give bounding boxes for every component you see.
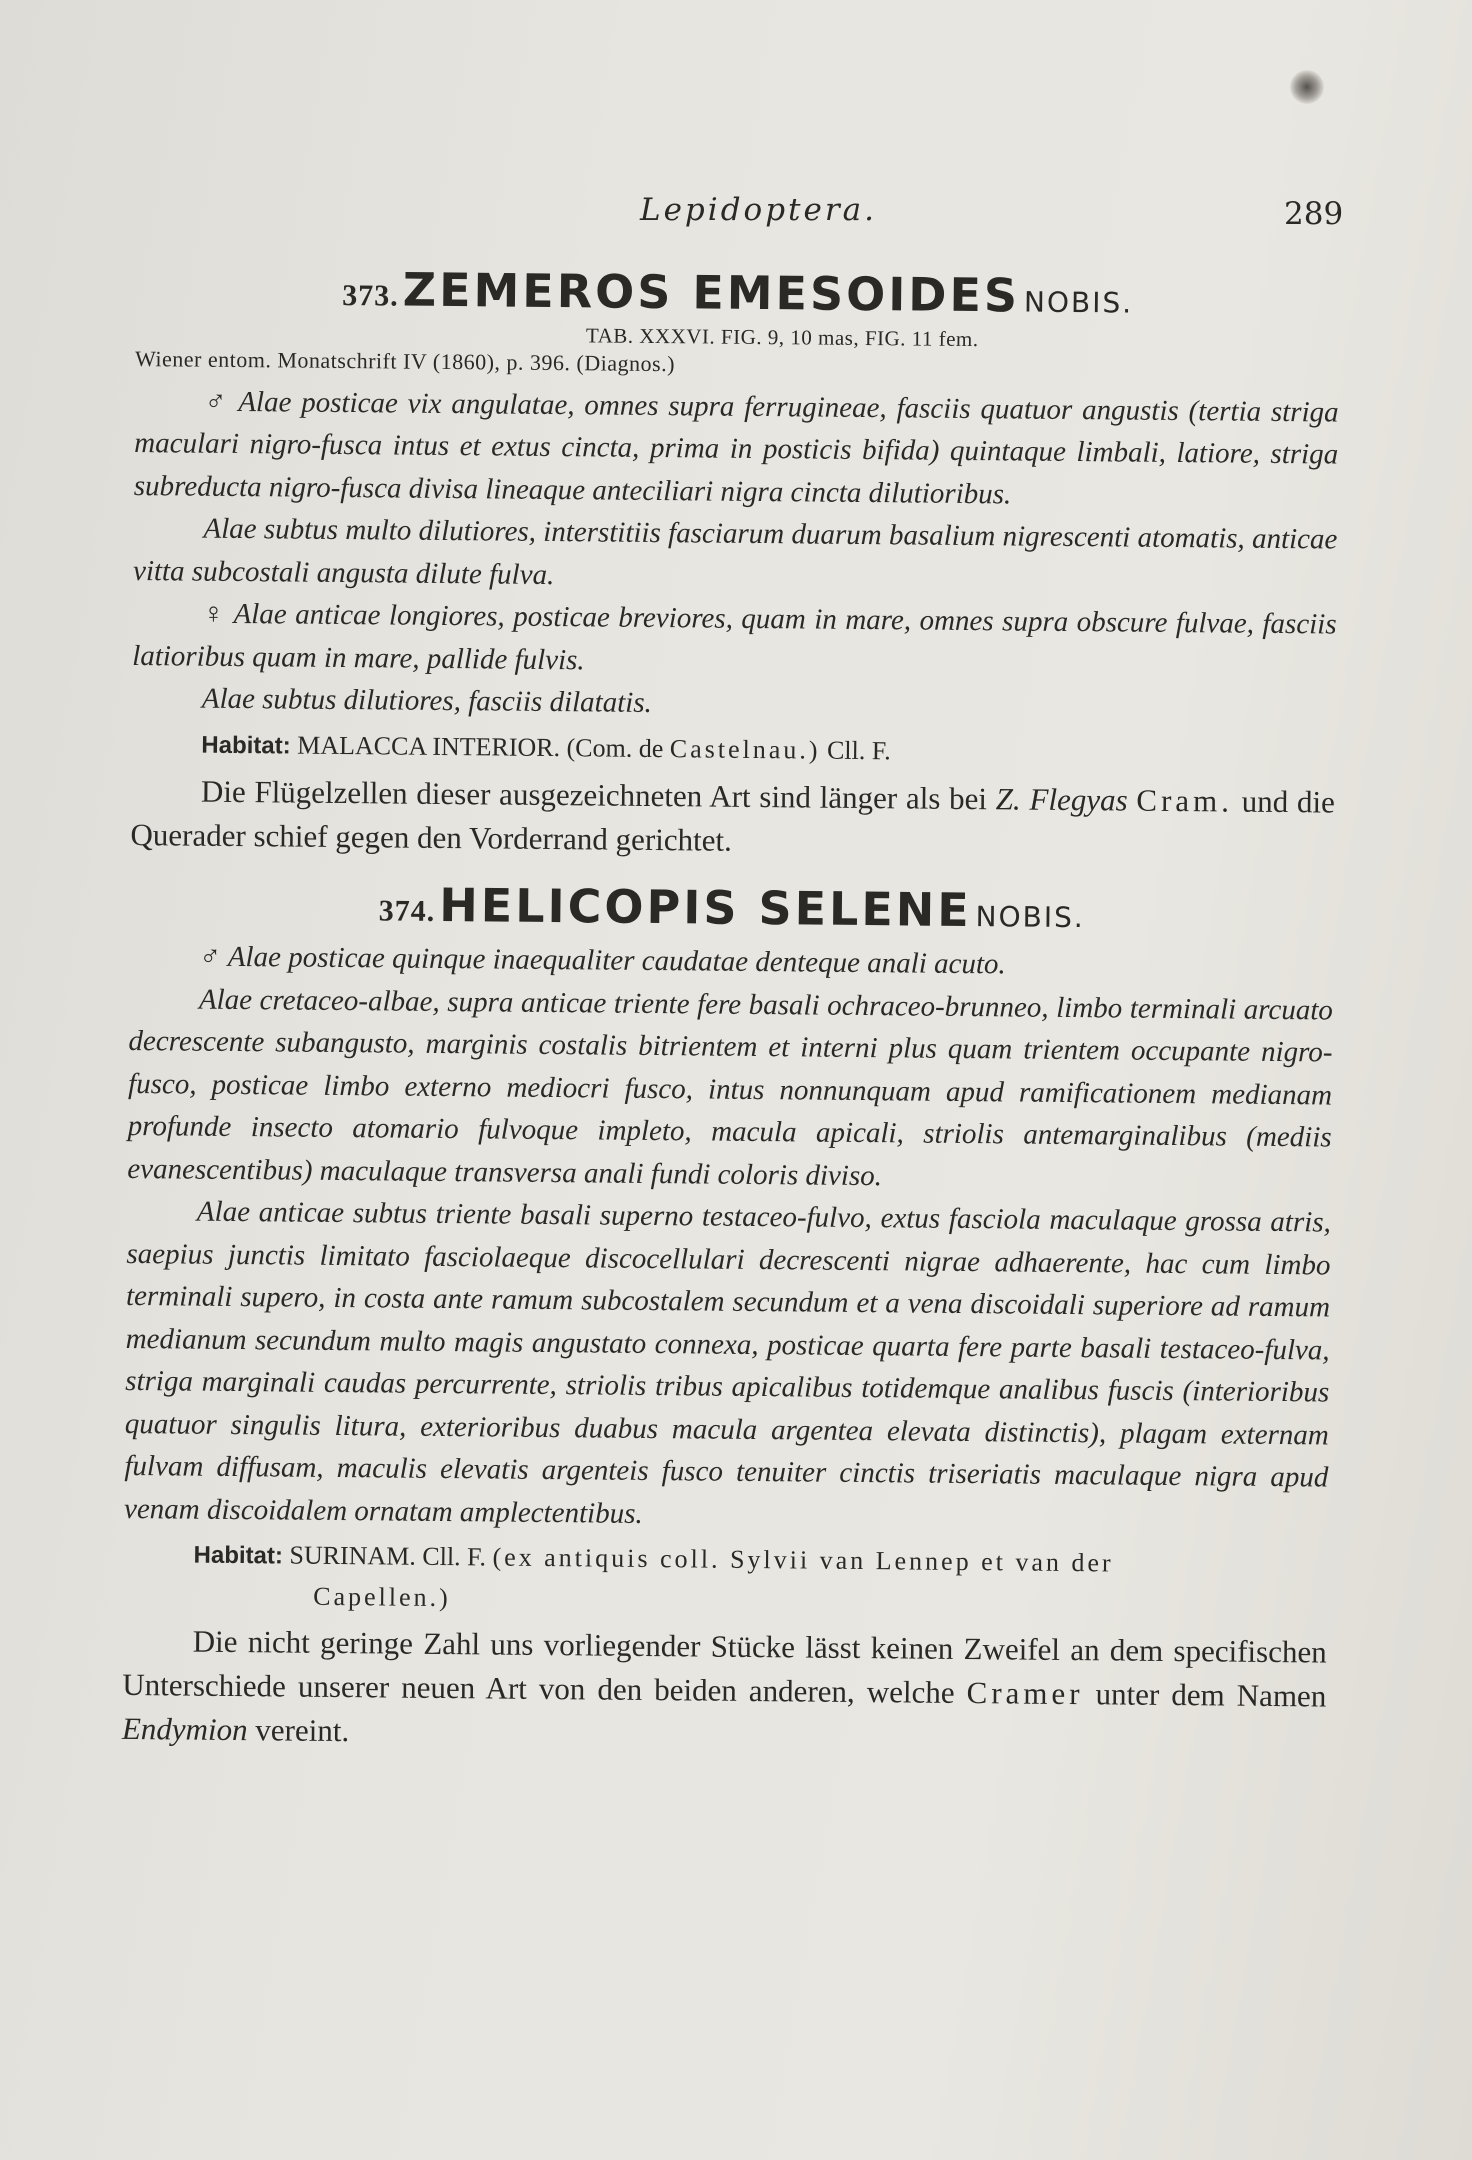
male-description: ♂ Alae posticae vix angulatae, omnes supra ferrugineae, fasciis quatuor angustis (tertia striga maculari nigro-fusca intus et extus cincta, prima in posticis bifida) quintaque limbali, latiore, striga subreducta nigro-fusca divisa lineaque anteciliari nigra cincta dilutioribus. — [133, 385, 1339, 511]
compared-author: Cram. — [1136, 782, 1234, 819]
species-name: ZEMEROS EMESOIDES — [402, 262, 1021, 323]
page-content — [122, 262, 1340, 1763]
male-description: ♂ Alae posticae quinque inaequaliter caudatae denteque anali acuto. — [199, 940, 1006, 981]
taxon-name: Endymion — [121, 1711, 248, 1748]
habitat-collection: Cll. F. — [422, 1541, 487, 1572]
author-name: Cramer — [966, 1675, 1084, 1712]
habitat-source: (ex antiquis coll. Sylvii van Lennep et van der — [492, 1542, 1114, 1578]
female-description: ♀ Alae anticae longiores, posticae breviores, quam in mare, omnes supra obscure fulvae, fasciis latioribus quam in mare, pallide fulvis. — [132, 597, 1337, 676]
species-number: 373. — [342, 278, 399, 313]
ink-spot — [1290, 70, 1324, 104]
habitat-place: MALACCA INTERIOR. — [297, 730, 561, 762]
upperside-description: Alae cretaceo-albae, supra anticae triente fere basali ochraceo-brunneo, limbo terminali arcuato decrescente subangusto, marginis costalis bitrientem et interni plus quam trientem occupante nigro-fusco, posticae limbo externo mediocri fusco, intus nonnunquam apud ramificationem medianam profunde insecto atomario fulvoque impleto, macula apicali, striolis antemarginalibus (mediis evanescentibus) maculaque transversa anali fundi coloris diviso. — [127, 983, 1334, 1192]
habitat-line — [131, 724, 1335, 777]
compared-species: Z. Flegyas — [995, 780, 1128, 818]
habitat-label: Habitat: — [193, 1541, 284, 1570]
habitat-line — [123, 1534, 1327, 1587]
habitat-collector: Castelnau.) — [669, 733, 821, 765]
running-title: Lepidoptera. — [640, 192, 878, 228]
running-head — [0, 192, 1472, 242]
species-heading — [130, 877, 1334, 939]
german-remark: Die nicht geringe Zahl uns vorliegender Stücke lässt keinen Zweifel an dem specifischen Unterschiede unserer neuen Art von den beiden anderen, welche Cramer unter dem Namen Endymion vereint. — [121, 1623, 1327, 1749]
habitat-collection: Cll. F. — [826, 735, 891, 765]
species-number: 374. — [378, 893, 436, 928]
habitat-label: Habitat: — [201, 731, 291, 760]
habitat-collector-prefix: (Com. de — [566, 732, 664, 763]
female-underside-description: Alae subtus dilutiores, fasciis dilatatis. — [201, 682, 653, 720]
underside-description: Alae subtus multo dilutiores, interstitiis fasciarum duarum basalium nigrescenti atomatis, anticae vitta subcostali angusta dilute fulva. — [132, 512, 1338, 591]
page-number: 289 — [1284, 196, 1344, 232]
plate-reference: TAB. XXXVI. FIG. 9, 10 mas, FIG. 11 fem. — [585, 322, 979, 351]
species-author: NOBIS. — [1023, 285, 1134, 320]
species-name: HELICOPIS SELENE — [439, 877, 972, 937]
underside-description: Alae anticae subtus triente basali superno testaceo-fulvo, extus fasciola maculaque grossa atris, saepius junctis limitato fasciolaeque discocellulari decrescenti nigrae adhaerente, hac cum limbo terminali supero, in costa ante ramum subcostalem secundum et a vena discoidali superiore ad ramum medianum secundum multo magis angustato connexa, posticae quarta fere parte basali testaceo-fulva, striga marginali caudas percurrente, striolis tribus apicalibus totidemque analibus fuscis (interioribus quatuor singulis litura, exterioribus duabus macula argentea elevata distinctis), plagam externam fulvam diffusam, maculis elevatis argenteis fusco tenuiter cinctis triseriatis maculaque nigra apud venam discoidalem ornatam amplectentibus. — [123, 1195, 1331, 1530]
literature-reference: Wiener entom. Monatschrift IV (1860), p. 396. (Diagnos.) — [134, 345, 676, 376]
species-author: NOBIS. — [975, 899, 1085, 934]
german-remark: Die Flügelzellen dieser ausgezeichneten Art sind länger als bei Z. Flegyas Cram. und die Querader schief gegen den Vorderrand gerichtet. — [130, 773, 1336, 858]
species-heading — [136, 262, 1340, 324]
habitat-continuation: Capellen.) — [313, 1581, 451, 1613]
habitat-place: SURINAM. — [289, 1540, 416, 1571]
